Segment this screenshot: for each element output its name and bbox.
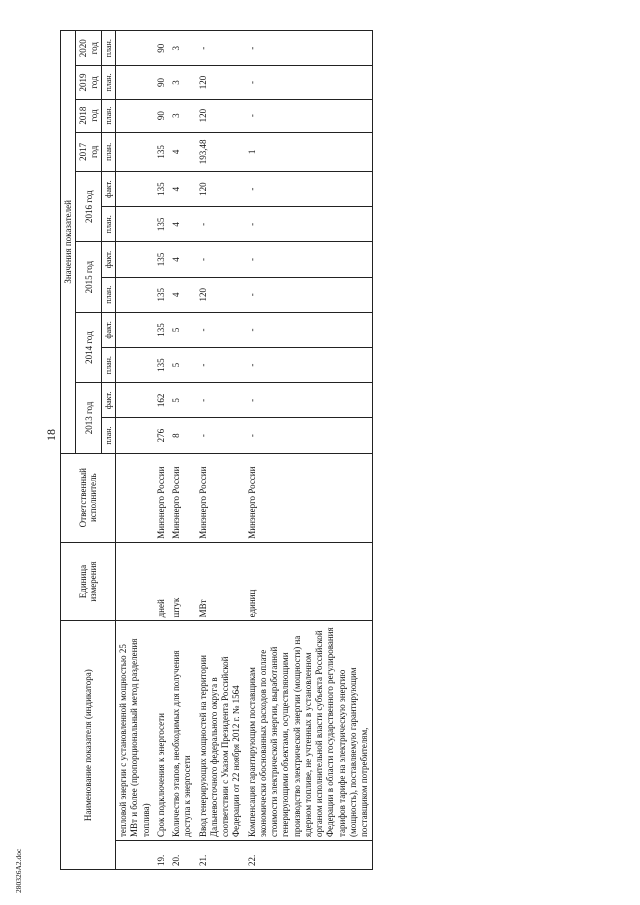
- header-responsible: Ответственный исполнитель: [61, 453, 116, 542]
- value-cell: 3: [169, 31, 196, 66]
- header-name: Наименование показателя (индикатора): [61, 621, 116, 870]
- header-plan: план.: [102, 418, 116, 453]
- value-cell: 193,48: [196, 132, 245, 171]
- value-cell: -: [245, 418, 373, 453]
- value-cell: [116, 312, 154, 347]
- header-plan: план.: [102, 348, 116, 383]
- header-plan: план.: [102, 99, 116, 132]
- value-cell: 90: [154, 99, 169, 132]
- value-cell: 90: [154, 66, 169, 99]
- value-cell: [116, 66, 154, 99]
- row-unit: единиц: [245, 542, 373, 621]
- value-cell: [116, 172, 154, 207]
- footer-code: 280326A2.doc: [14, 848, 23, 893]
- table-body: [116, 31, 373, 870]
- header-fact: факт.: [102, 312, 116, 347]
- table-row: [245, 31, 373, 870]
- value-cell: 4: [169, 242, 196, 277]
- value-cell: -: [196, 312, 245, 347]
- header-unit: Единица измерения: [61, 542, 116, 621]
- value-cell: -: [245, 277, 373, 312]
- value-cell: -: [245, 31, 373, 66]
- value-cell: 4: [169, 132, 196, 171]
- value-cell: 120: [196, 99, 245, 132]
- header-year-2018: 2018 год: [76, 99, 102, 132]
- row-index: 19.: [154, 841, 169, 870]
- value-cell: -: [196, 31, 245, 66]
- row-index: 21.: [196, 841, 245, 870]
- value-cell: 162: [154, 383, 169, 418]
- indicators-table: [60, 30, 373, 870]
- value-cell: -: [245, 242, 373, 277]
- value-cell: 90: [154, 31, 169, 66]
- header-values-group: Значения показателей: [61, 31, 76, 454]
- value-cell: -: [245, 312, 373, 347]
- value-cell: [116, 242, 154, 277]
- value-cell: 120: [196, 66, 245, 99]
- value-cell: 120: [196, 172, 245, 207]
- value-cell: 3: [169, 66, 196, 99]
- row-name: Компенсация гарантирующим поставщикам экономически обоснованных расходов по оплате стоимости электрической энергии, выработанной генерирующими объектами, осуществляющими производство электрической энергии (мощности) на ядерном топливе, не учтенных в установленном органом исполнительной власти субъекта Российской Федерации в области государственного регулирования тарифов тарифе на электрическую энергию (мощность), поставляемую гарантирующим поставщиком потребителям,: [245, 621, 373, 841]
- value-cell: -: [245, 172, 373, 207]
- value-cell: 135: [154, 277, 169, 312]
- header-year-2015: 2015 год: [76, 242, 102, 312]
- value-cell: [116, 277, 154, 312]
- row-responsible: Минэнерго России: [154, 453, 169, 542]
- header-plan: план.: [102, 66, 116, 99]
- value-cell: -: [245, 383, 373, 418]
- table-row: [116, 31, 154, 870]
- header-fact: факт.: [102, 383, 116, 418]
- row-name: тепловой энергии с установленной мощностью 25 МВт и более (пропорциональный метод разделения топлива): [116, 621, 154, 841]
- row-index: 22.: [245, 841, 373, 870]
- row-index: [116, 841, 154, 870]
- value-cell: -: [196, 418, 245, 453]
- value-cell: 4: [169, 207, 196, 242]
- value-cell: 4: [169, 172, 196, 207]
- row-name: Срок подключения к энергосети: [154, 621, 169, 841]
- value-cell: 135: [154, 132, 169, 171]
- header-plan: план.: [102, 207, 116, 242]
- header-year-2020: 2020 год: [76, 31, 102, 66]
- header-year-2013: 2013 год: [76, 383, 102, 453]
- row-name: Ввод генерирующих мощностей на территории Дальневосточного федерального округа в соответствии с Указом Президента Российской Федерации от 22 ноября 2012 г. № 1564: [196, 621, 245, 841]
- value-cell: 5: [169, 348, 196, 383]
- row-responsible: Минэнерго России: [196, 453, 245, 542]
- row-index: 20.: [169, 841, 196, 870]
- row-responsible: [116, 453, 154, 542]
- row-unit: штук: [169, 542, 196, 621]
- value-cell: -: [245, 66, 373, 99]
- table-row: [196, 31, 245, 870]
- value-cell: [116, 31, 154, 66]
- header-plan: план.: [102, 132, 116, 171]
- value-cell: [116, 132, 154, 171]
- row-responsible: Минэнерго России: [169, 453, 196, 542]
- header-plan: план.: [102, 277, 116, 312]
- value-cell: -: [196, 348, 245, 383]
- value-cell: 8: [169, 418, 196, 453]
- value-cell: 4: [169, 277, 196, 312]
- value-cell: -: [196, 383, 245, 418]
- value-cell: 276: [154, 418, 169, 453]
- header-year-2016: 2016 год: [76, 172, 102, 242]
- value-cell: 135: [154, 242, 169, 277]
- value-cell: 120: [196, 277, 245, 312]
- row-responsible: Минэнерго России: [245, 453, 373, 542]
- value-cell: -: [245, 348, 373, 383]
- value-cell: 135: [154, 348, 169, 383]
- header-plan: план.: [102, 31, 116, 66]
- row-unit: [116, 542, 154, 621]
- value-cell: 5: [169, 383, 196, 418]
- header-year-2019: 2019 год: [76, 66, 102, 99]
- value-cell: 3: [169, 99, 196, 132]
- value-cell: [116, 99, 154, 132]
- row-name: Количество этапов, необходимых для получения доступа к энергосети: [169, 621, 196, 841]
- header-fact: факт.: [102, 242, 116, 277]
- value-cell: [116, 207, 154, 242]
- row-unit: МВт: [196, 542, 245, 621]
- value-cell: [116, 418, 154, 453]
- row-unit: дней: [154, 542, 169, 621]
- value-cell: [116, 383, 154, 418]
- value-cell: 135: [154, 207, 169, 242]
- header-year-2017: 2017 год: [76, 132, 102, 171]
- value-cell: -: [245, 207, 373, 242]
- value-cell: -: [196, 207, 245, 242]
- value-cell: -: [245, 99, 373, 132]
- table-row: [154, 31, 169, 870]
- value-cell: [116, 348, 154, 383]
- rotated-table-container: [60, 30, 620, 870]
- value-cell: 1: [245, 132, 373, 171]
- value-cell: 135: [154, 172, 169, 207]
- header-year-2014: 2014 год: [76, 312, 102, 382]
- value-cell: 135: [154, 312, 169, 347]
- table-row: [169, 31, 196, 870]
- value-cell: -: [196, 242, 245, 277]
- header-fact: факт.: [102, 172, 116, 207]
- page-number: 18: [44, 429, 58, 441]
- value-cell: 5: [169, 312, 196, 347]
